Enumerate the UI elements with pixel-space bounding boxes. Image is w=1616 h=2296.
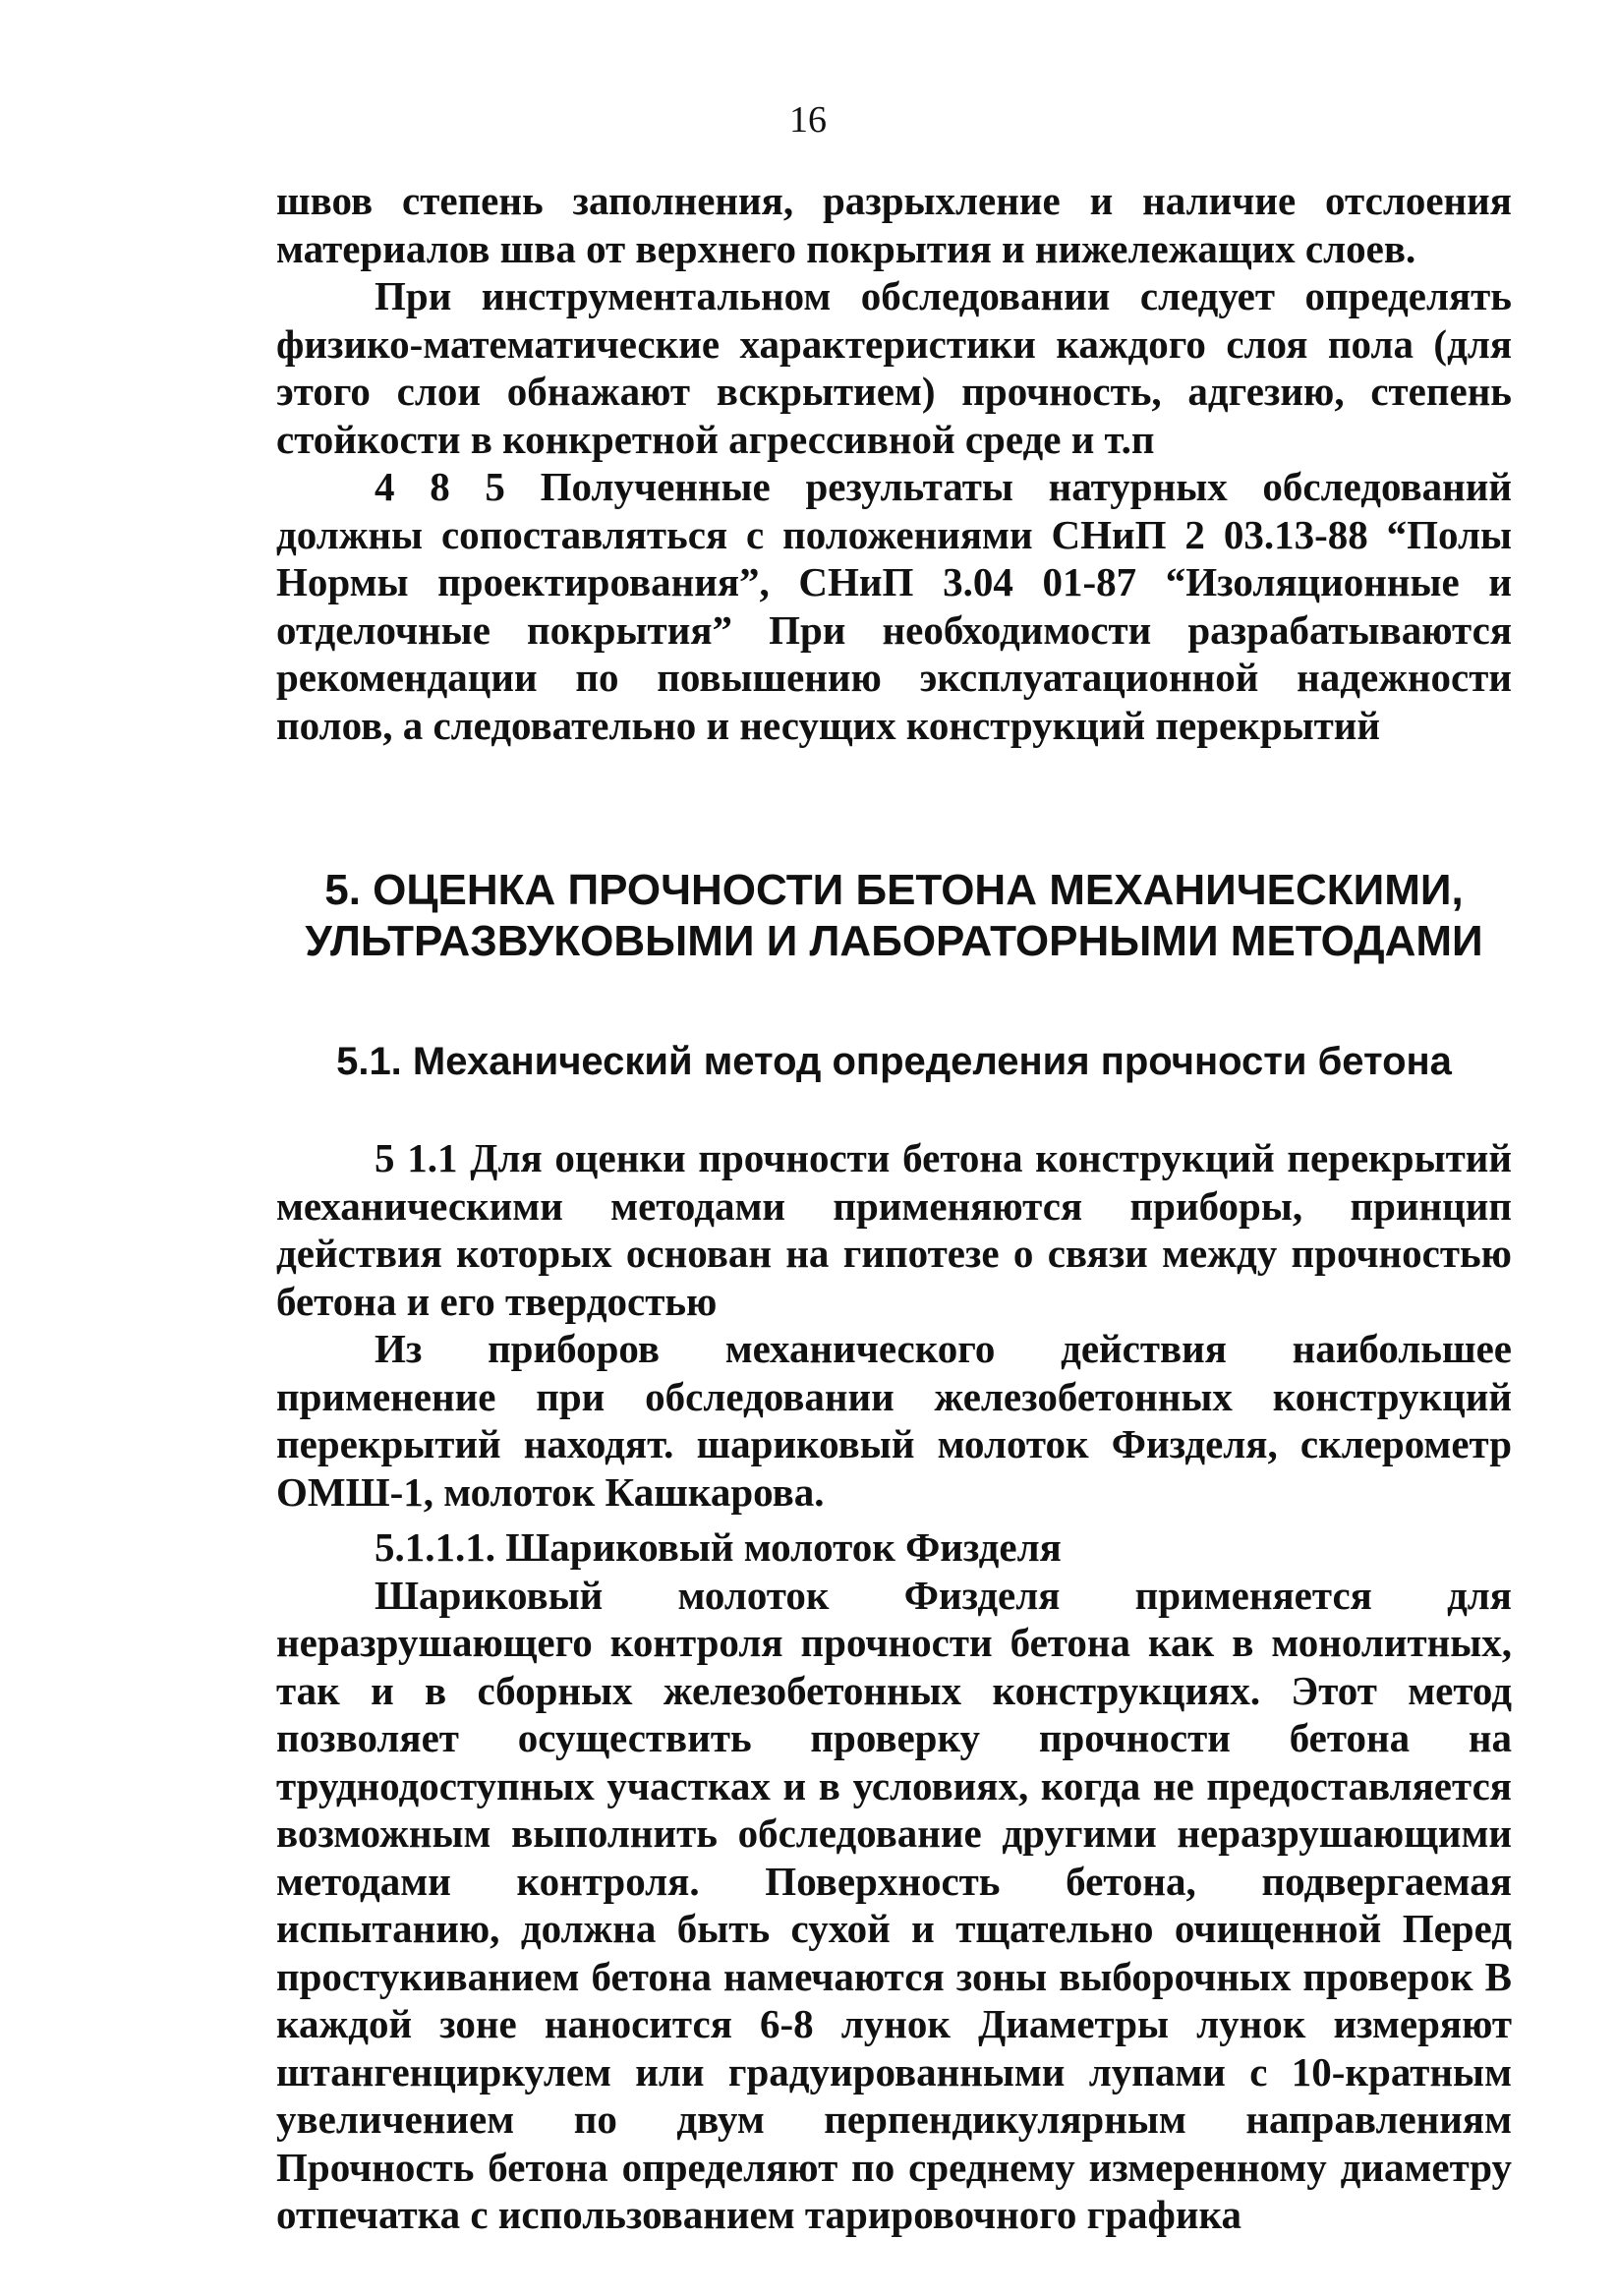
paragraph-instrumental-survey: При инструментальном обследовании следует определять физико-математические характеристики каждого слоя пола (для этого слои обнажают вскрытием) прочность, адгезию, степень стойкости в конкретной агрессивной среде и т.п	[276, 273, 1512, 462]
section-heading	[276, 865, 1512, 967]
subsubsection-heading: 5.1.1.1. Шариковый молоток Физделя	[375, 1524, 1062, 1570]
paragraph-fizdel-hammer: Шариковый молоток Физделя применяется для неразрушающего контроля прочности бетона как в монолитных, так и в сборных железобетонных конструкциях. Этот метод позволяет осуществить проверку прочности бетона на труднодоступных участках и в условиях, когда не предоставляется возможным выполнить обследование другими неразрушающими методами контроля. Поверхность бетона, подвергаемая испытанию, должна быть сухой и тщательно очищенной Перед простукиванием бетона намечаются зоны выборочных проверок В каждой зоне наносится 6-8 лунок Диаметры лунок измеряют штангенциркулем или градуированными лупами с 10-кратным увеличением по двум перпендикулярным направлениям Прочность бетона определяют по среднему измеренному диаметру отпечатка с использованием тарировочного графика	[276, 1572, 1512, 2237]
section-heading-line-2: УЛЬТРАЗВУКОВЫМИ И ЛАБОРАТОРНЫМИ МЕТОДАМИ	[305, 917, 1483, 965]
paragraph-continuation: швов степень заполнения, разрыхление и наличие отслоения материалов шва от верхнего покрытия и нижележащих слоев.	[276, 178, 1512, 271]
page-body	[276, 177, 1512, 2239]
paragraph-4-8-5: 4 8 5 Полученные результаты натурных обследований должны сопоставляться с положениями СНиП 2 03.13-88 “Полы Нормы проектирования”, СНиП 3.04 01-87 “Изоляционные и отделочные покрытия” При необходимости разрабатываются рекомендации по повышению эксплуатационной надежности полов, а следовательно и несущих конструкций перекрытий	[276, 464, 1512, 748]
page-number: 16	[789, 99, 827, 141]
section-heading-line-1: 5. ОЦЕНКА ПРОЧНОСТИ БЕТОНА МЕХАНИЧЕСКИМИ,	[324, 866, 1464, 914]
paragraph-instruments: Из приборов механического действия наибольшее применение при обследовании железобетонных конструкций перекрытий находят. шариковый молоток Физделя, склерометр ОМШ-1, молоток Кашкарова.	[276, 1326, 1512, 1515]
subsection-heading: 5.1. Механический метод определения прочности бетона	[336, 1040, 1452, 1083]
paragraph-5-1-1: 5 1.1 Для оценки прочности бетона конструкций перекрытий механическими методами применяются приборы, принцип действия которых основан на гипотезе о связи между прочностью бетона и его твердостью	[276, 1135, 1512, 1324]
